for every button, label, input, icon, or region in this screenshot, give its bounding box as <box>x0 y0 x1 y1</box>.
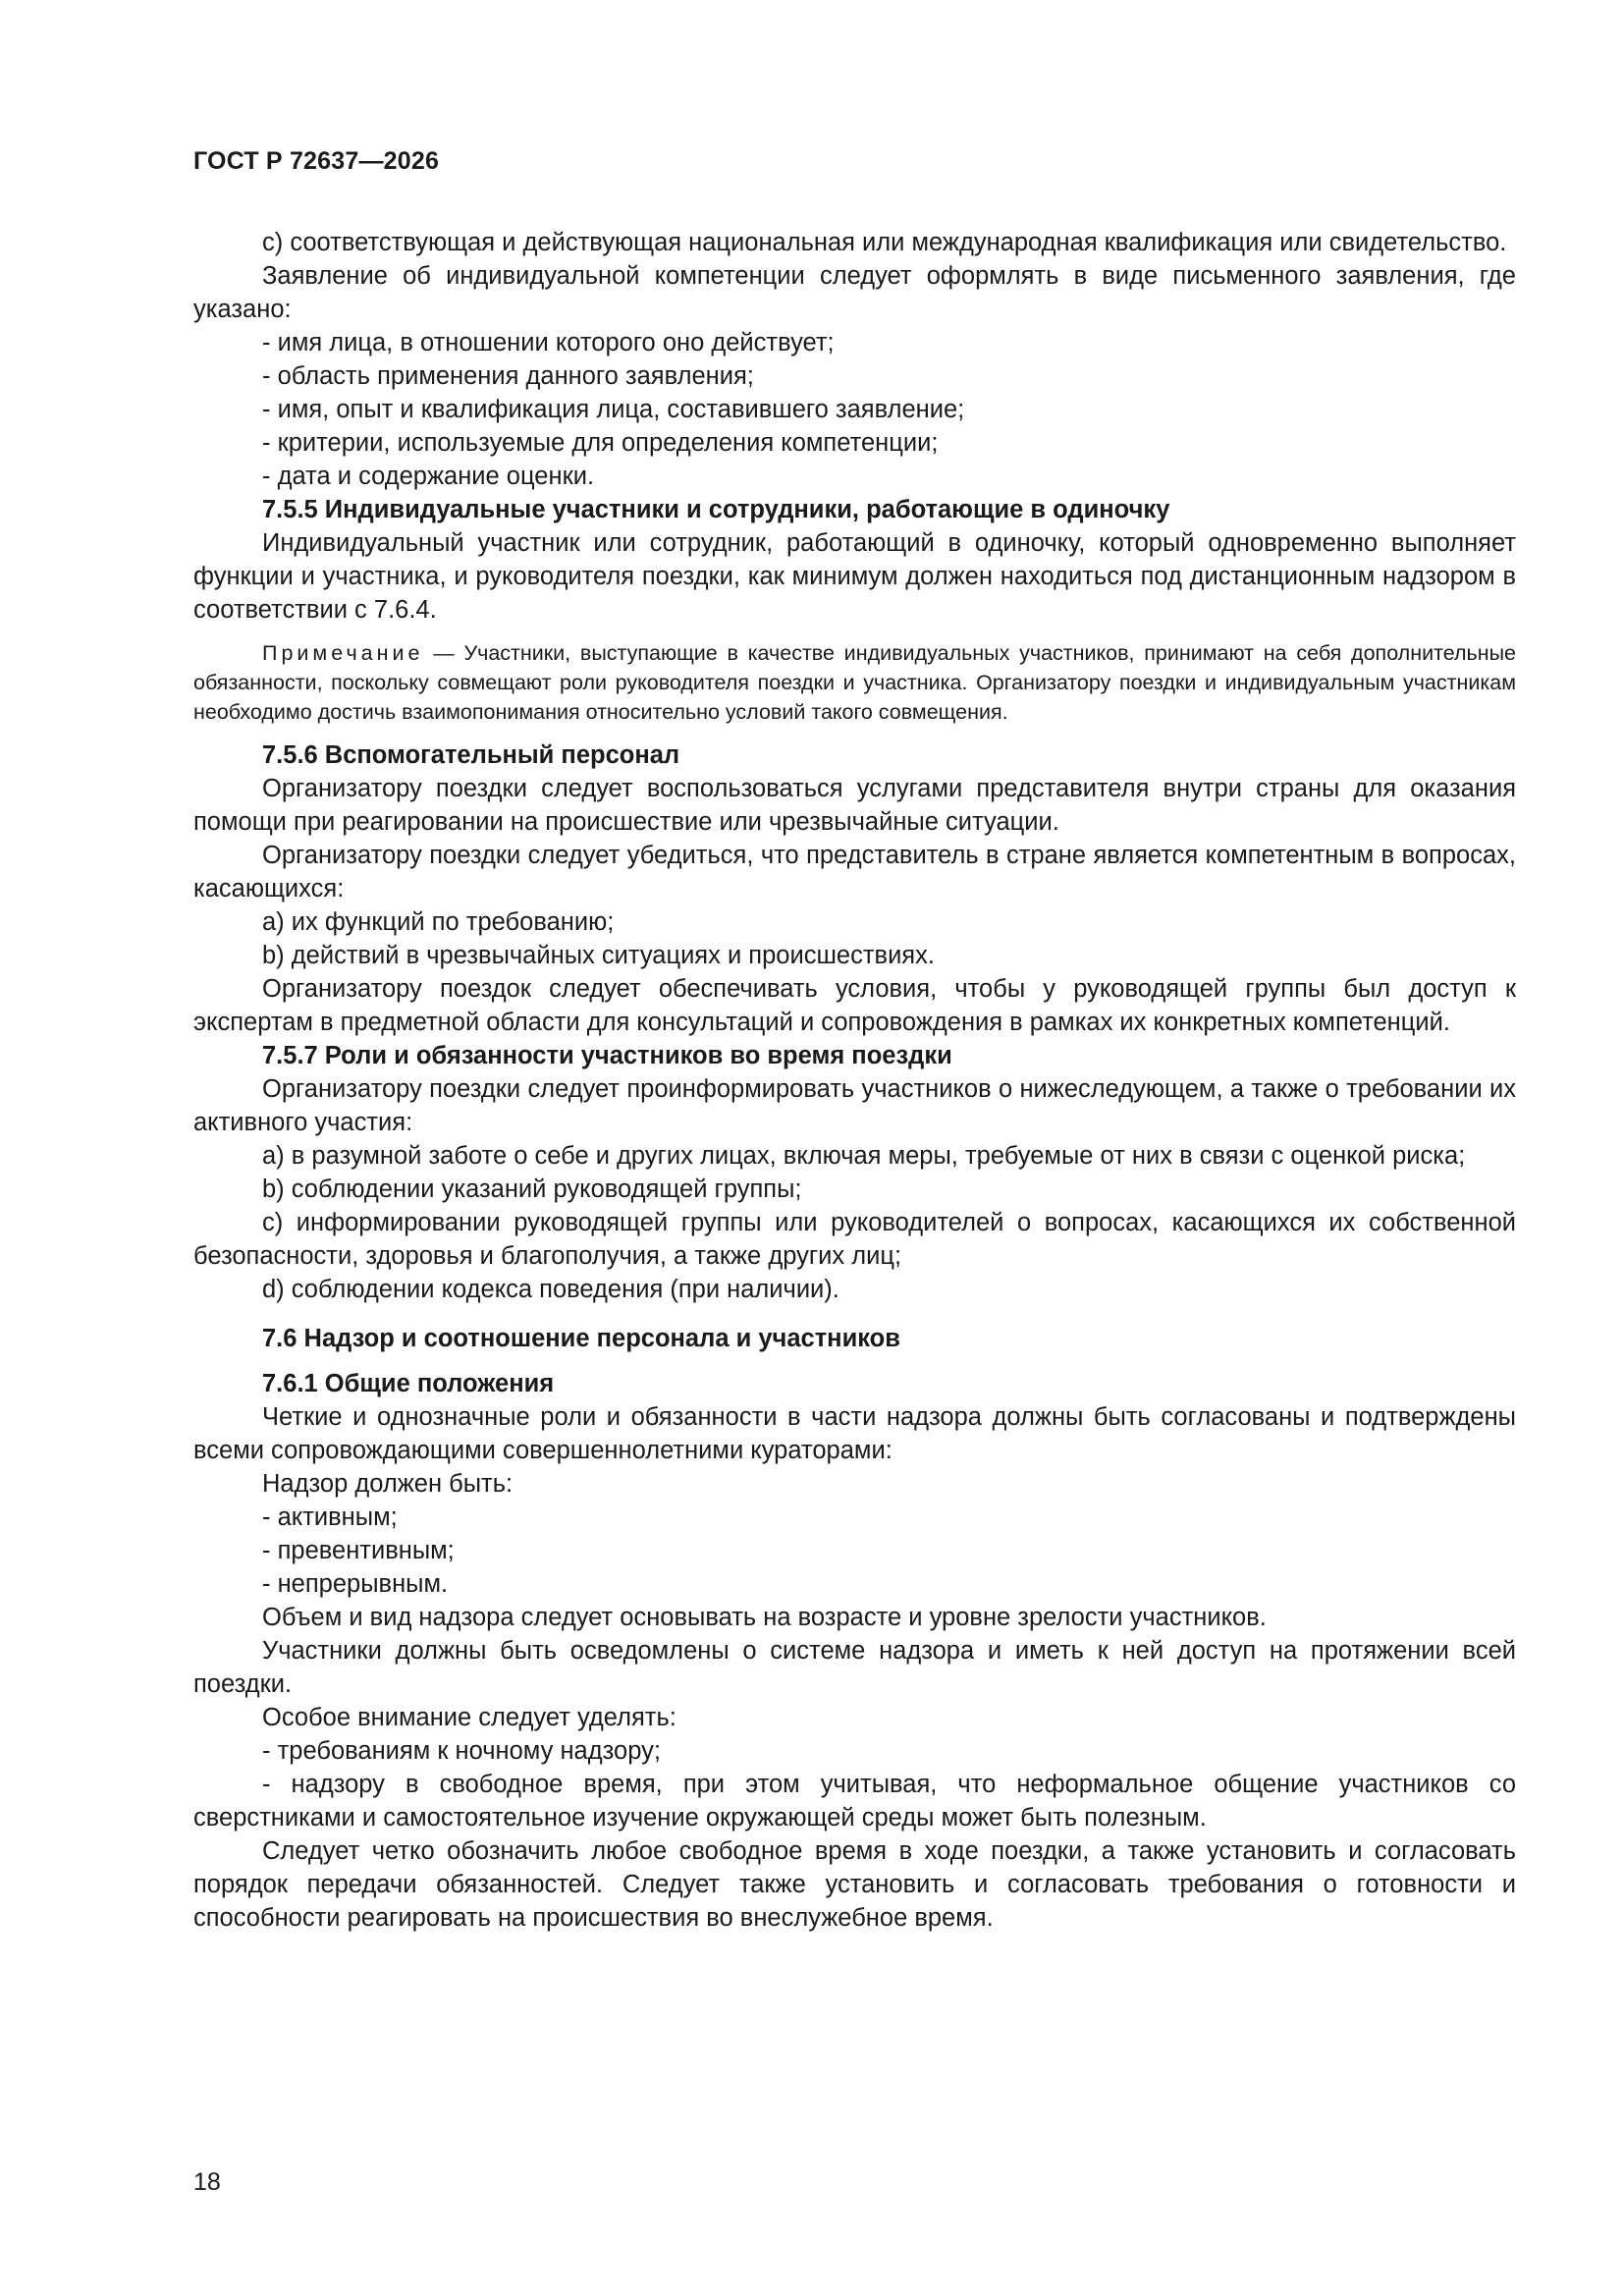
paragraph: Индивидуальный участник или сотрудник, работающий в одиночку, который одновременно выполняет функции и участника, и руководителя поездки, как минимум должен находиться под дистанционным надзором в соответствии с 7.6.4. <box>193 529 1516 624</box>
paragraph: Заявление об индивидуальной компетенции следует оформлять в виде письменного заявления, где указано: <box>193 262 1516 323</box>
note-label: Примечание <box>262 641 424 665</box>
paragraph: Четкие и однозначные роли и обязанности в части надзора должны быть согласованы и подтверждены всеми сопровождающими совершеннолетними кураторами: <box>193 1403 1516 1464</box>
list-item: - активным; <box>262 1503 398 1531</box>
list-item: d) соблюдении кодекса поведения (при наличии). <box>262 1276 839 1303</box>
section-heading: 7.6 Надзор и соотношение персонала и участников <box>262 1325 900 1352</box>
subsection-heading: 7.5.7 Роли и обязанности участников во время поездки <box>262 1042 952 1069</box>
list-item: - критерии, используемые для определения компетенции; <box>262 429 939 457</box>
list-item: b) действий в чрезвычайных ситуациях и происшествиях. <box>262 942 935 969</box>
page-number: 18 <box>193 2168 221 2196</box>
document-body <box>193 226 1516 1935</box>
list-item: b) соблюдении указаний руководящей группы; <box>262 1175 802 1203</box>
paragraph: Организатору поездки следует воспользоваться услугами представителя внутри страны для оказания помощи при реагировании на происшествие или чрезвычайные ситуации. <box>193 775 1516 836</box>
paragraph: Следует четко обозначить любое свободное время в ходе поездки, а также установить и согласовать порядок передачи обязанностей. Следует также установить и согласовать требования о готовности и способности реагировать на происшествия во внеслужебное время. <box>193 1837 1516 1932</box>
paragraph: c) соответствующая и действующая национальная или международная квалификация или свидетельство. <box>262 229 1507 256</box>
list-item: - непрерывным. <box>262 1570 449 1598</box>
list-item: a) в разумной заботе о себе и других лицах, включая меры, требуемые от них в связи с оценкой риска; <box>262 1142 1466 1170</box>
paragraph: Надзор должен быть: <box>262 1470 514 1498</box>
list-item: - имя лица, в отношении которого оно действует; <box>262 329 835 356</box>
note-text: — Участники, выступающие в качестве индивидуальных участников, принимают на себя дополнительные обязанности, поскольку совмещают роли руководителя поездки и участника. Организатору поездки и индивидуальным участникам необходимо достичь взаимопонимания относительно условий такого совмещения. <box>193 641 1516 724</box>
list-item: - дата и содержание оценки. <box>262 463 595 490</box>
subsection-heading: 7.5.5 Индивидуальные участники и сотрудники, работающие в одиночку <box>262 496 1170 523</box>
paragraph: Объем и вид надзора следует основывать на возрасте и уровне зрелости участников. <box>262 1604 1267 1631</box>
paragraph: Участники должны быть осведомлены о системе надзора и иметь к ней доступ на протяжении всей поездки. <box>193 1637 1516 1698</box>
list-item: - имя, опыт и квалификация лица, составившего заявление; <box>262 396 965 423</box>
list-item: c) информировании руководящей группы или руководителей о вопросах, касающихся их собственной безопасности, здоровья и благополучия, а также других лиц; <box>193 1209 1516 1270</box>
subsection-heading: 7.6.1 Общие положения <box>262 1370 555 1397</box>
list-item: - надзору в свободное время, при этом учитывая, что неформальное общение участников со сверстниками и самостоятельное изучение окружающей среды может быть полезным. <box>193 1771 1516 1831</box>
document-header: ГОСТ Р 72637—2026 <box>193 147 440 175</box>
paragraph: Особое внимание следует уделять: <box>262 1704 676 1731</box>
paragraph: Организатору поездки следует проинформировать участников о нижеследующем, а также о требовании их активного участия: <box>193 1075 1516 1136</box>
paragraph: Организатору поездки следует убедиться, что представитель в стране является компетентным в вопросах, касающихся: <box>193 842 1516 902</box>
list-item: a) их функций по требованию; <box>262 908 615 936</box>
note-paragraph <box>193 638 1516 727</box>
list-item: - область применения данного заявления; <box>262 362 754 390</box>
list-item: - требованиям к ночному надзору; <box>262 1737 661 1765</box>
subsection-heading: 7.5.6 Вспомогательный персонал <box>262 741 680 769</box>
list-item: - превентивным; <box>262 1537 455 1564</box>
paragraph: Организатору поездок следует обеспечивать условия, чтобы у руководящей группы был доступ к экспертам в предметной области для консультаций и сопровождения в рамках их конкретных компетенций. <box>193 975 1516 1036</box>
